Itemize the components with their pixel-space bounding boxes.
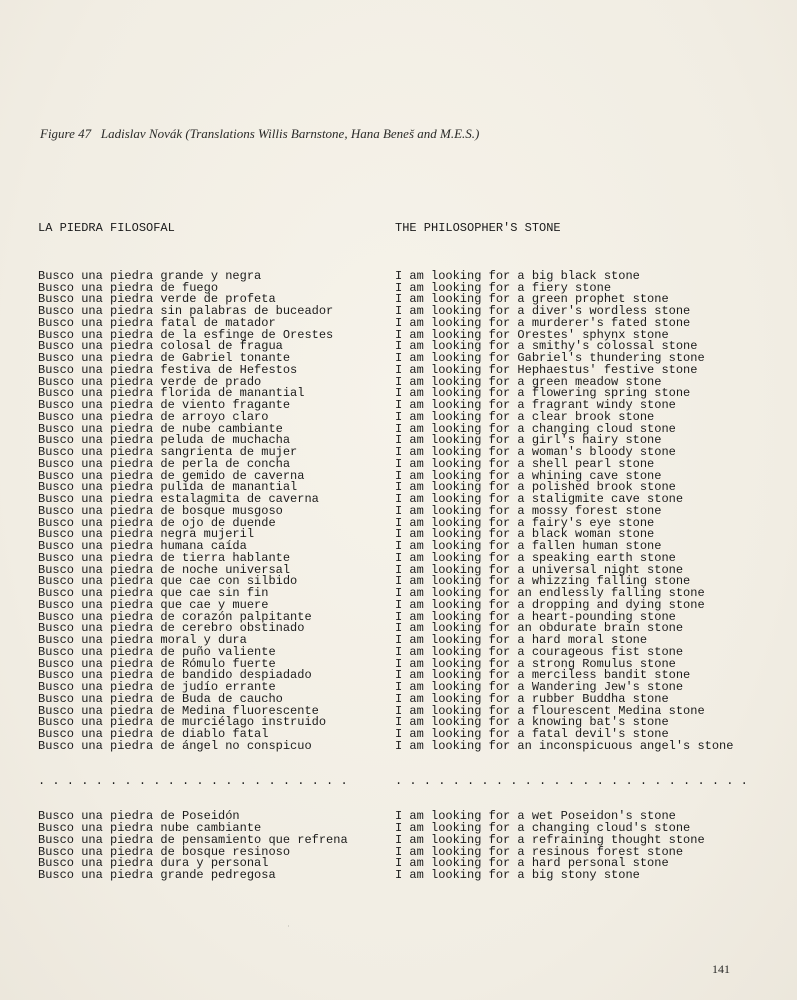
english-poem-line: I am looking for an inconspicuous angel's stone [395, 738, 734, 753]
english-poem-line: I am looking for a whining cave stone [395, 468, 662, 483]
english-poem-line: I am looking for a woman's bloody stone [395, 445, 676, 459]
spanish-poem-line: Busco una piedra de gemido de caverna [38, 468, 305, 483]
spanish-poem-line: Busco una piedra negra mujeril [38, 527, 255, 542]
spanish-poem-line: Busco una piedra de perla de concha [38, 456, 291, 471]
spanish-poem-line: Busco una piedra de tierra hablante [38, 550, 291, 565]
spanish-poem-line: Busco una piedra grande pedregosa [38, 868, 276, 882]
spanish-poem [38, 199, 348, 905]
english-poem-title: THE PHILOSOPHER'S STONE [395, 220, 561, 235]
spanish-poem-line: Busco una piedra de Poseidón [38, 809, 240, 824]
spanish-poem-lines-after [38, 811, 348, 882]
spanish-poem-line: Busco una piedra de murciélago instruido [38, 715, 327, 730]
spanish-poem-line: Busco una piedra que cae con silbido [38, 574, 298, 589]
english-poem-line: I am looking for a staligmite cave stone [395, 492, 684, 506]
english-poem-line: I am looking for Gabriel's thundering stone [395, 351, 705, 365]
spanish-poem-line: Busco una piedra grande y negra [38, 268, 262, 283]
english-poem-line: I am looking for a big stony stone [395, 868, 640, 882]
spanish-poem-line: Busco una piedra que cae sin fin [38, 586, 269, 600]
english-poem-line: I am looking for a black woman stone [395, 527, 655, 542]
english-poem-line: I am looking for a wet Poseidon's stone [395, 809, 676, 824]
spanish-poem-line: Busco una piedra de Rómulo fuerte [38, 656, 276, 671]
english-poem-line: I am looking for a mossy forest stone [395, 503, 662, 518]
english-poem-line: I am looking for a hard moral stone [395, 633, 648, 647]
english-poem [395, 199, 748, 905]
spanish-poem-line: Busco una piedra de Buda de caucho [38, 691, 283, 706]
spanish-poem-line: Busco una piedra colosal de fragua [38, 339, 283, 354]
english-poem-line: I am looking for a polished brook stone [395, 480, 676, 495]
spanish-poem-separator: . . . . . . . . . . . . . . . . . . . . . . [38, 774, 348, 788]
english-poem-line: I am looking for a Wandering Jew's stone [395, 680, 684, 694]
figure-caption [40, 126, 479, 142]
spanish-poem-line: Busco una piedra de ojo de duende [38, 515, 276, 530]
english-poem-line: I am looking for a strong Romulus stone [395, 656, 676, 671]
spanish-poem-line: Busco una piedra festiva de Hefestos [38, 362, 298, 377]
english-poem-line: I am looking for a diver's wordless stone [395, 304, 691, 318]
english-poem-line: I am looking for a hard personal stone [395, 856, 669, 871]
english-poem-line: I am looking for a resinous forest stone [395, 844, 684, 859]
spanish-poem-line: Busco una piedra verde de profeta [38, 292, 276, 307]
english-poem-lines [395, 268, 748, 753]
english-poem-line: I am looking for a clear brook stone [395, 409, 655, 424]
spanish-poem-line: Busco una piedra nube cambiante [38, 821, 262, 835]
english-poem-line: I am looking for a whizzing falling stone [395, 574, 691, 589]
spanish-poem-line: Busco una piedra de bosque musgoso [38, 503, 283, 518]
english-poem-line: I am looking for Hephaestus' festive stone [395, 362, 698, 377]
spanish-poem-line: Busco una piedra humana caída [38, 539, 247, 553]
english-poem-line: I am looking for a murderer's fated stone [395, 315, 691, 330]
spanish-poem-line: Busco una piedra sangrienta de mujer [38, 445, 298, 459]
spanish-poem-line: Busco una piedra de cerebro obstinado [38, 621, 305, 636]
english-poem-line: I am looking for a smithy's colossal stone [395, 339, 698, 354]
paper-blemish: ˙ [286, 925, 291, 936]
spanish-poem-line: Busco una piedra de corazón palpitante [38, 609, 312, 624]
english-poem-line: I am looking for a fatal devil's stone [395, 727, 669, 741]
figure-author: Ladislav Novák [100, 126, 183, 141]
spanish-poem-line: Busco una piedra moral y dura [38, 633, 247, 647]
english-poem-line: I am looking for a flourescent Medina stone [395, 703, 705, 718]
page-number: 141 [712, 962, 730, 976]
spanish-poem-line: Busco una piedra florida de manantial [38, 386, 305, 401]
spanish-poem-line: Busco una piedra pulida de manantial [38, 480, 298, 495]
english-poem-line: I am looking for a changing cloud stone [395, 421, 676, 436]
spanish-poem-line: Busco una piedra de bosque resinoso [38, 844, 291, 859]
english-poem-line: I am looking for a changing cloud's stone [395, 821, 691, 835]
spanish-poem-line: Busco una piedra de nube cambiante [38, 421, 283, 436]
english-poem-line: I am looking for a universal night stone [395, 562, 684, 577]
english-poem-line: I am looking for a fairy's eye stone [395, 515, 655, 530]
english-poem-line: I am looking for an endlessly falling stone [395, 586, 705, 600]
spanish-poem-line: Busco una piedra de diablo fatal [38, 727, 269, 741]
spanish-poem-line: Busco una piedra que cae y muere [38, 597, 269, 612]
english-poem-lines-after [395, 811, 748, 882]
english-poem-line: I am looking for a green meadow stone [395, 374, 662, 389]
english-poem-line: I am looking for a fiery stone [395, 280, 612, 295]
english-poem-line: I am looking for a heart-pounding stone [395, 609, 676, 624]
spanish-poem-line: Busco una piedra de Medina fluorescente [38, 703, 319, 718]
english-poem-line: I am looking for an obdurate brain stone [395, 621, 684, 636]
spanish-poem-line: Busco una piedra verde de prado [38, 374, 262, 389]
spanish-poem-line: Busco una piedra sin palabras de buceador [38, 304, 334, 318]
english-poem-line: I am looking for a speaking earth stone [395, 550, 676, 565]
spanish-poem-line: Busco una piedra de la esfinge de Orestes [38, 327, 334, 342]
spanish-poem-line: Busco una piedra de puño valiente [38, 644, 276, 659]
spanish-poem-line: Busco una piedra peluda de muchacha [38, 433, 291, 448]
english-poem-line: I am looking for a fallen human stone [395, 539, 662, 553]
spanish-poem-line: Busco una piedra de noche universal [38, 562, 291, 577]
spanish-poem-line: Busco una piedra de fuego [38, 280, 219, 295]
english-poem-line: I am looking for a fragrant windy stone [395, 398, 676, 412]
english-poem-line: I am looking for a big black stone [395, 268, 640, 283]
spanish-poem-line: Busco una piedra de pensamiento que refrena [38, 832, 348, 847]
figure-credits: (Translations Willis Barnstone, Hana Beneš and M.E.S.) [185, 126, 480, 141]
english-poem-line: I am looking for a green prophet stone [395, 292, 669, 307]
spanish-poem-title: LA PIEDRA FILOSOFAL [38, 220, 175, 235]
spanish-poem-line: Busco una piedra de bandido despiadado [38, 668, 312, 683]
spanish-poem-line: Busco una piedra estalagmita de caverna [38, 492, 319, 506]
spanish-poem-line: Busco una piedra de arroyo claro [38, 409, 269, 424]
spanish-poem-line: Busco una piedra de viento fragante [38, 398, 291, 412]
spanish-poem-line: Busco una piedra de Gabriel tonante [38, 351, 291, 365]
english-poem-line: I am looking for a shell pearl stone [395, 456, 655, 471]
english-poem-line: I am looking for a knowing bat's stone [395, 715, 669, 730]
english-poem-line: I am looking for a courageous fist stone [395, 644, 684, 659]
english-poem-line: I am looking for a merciless bandit stone [395, 668, 691, 683]
english-poem-line: I am looking for a rubber Buddha stone [395, 691, 669, 706]
spanish-poem-line: Busco una piedra de ángel no conspicuo [38, 738, 312, 753]
english-poem-line: I am looking for a refraining thought stone [395, 832, 705, 847]
english-poem-separator: . . . . . . . . . . . . . . . . . . . . . . . . . [395, 774, 748, 788]
english-poem-line: I am looking for a dropping and dying stone [395, 597, 705, 612]
figure-label: Figure 47 [40, 126, 92, 141]
spanish-poem-line: Busco una piedra dura y personal [38, 856, 269, 871]
english-poem-line: I am looking for Orestes' sphynx stone [395, 327, 669, 342]
spanish-poem-line: Busco una piedra de judío errante [38, 680, 276, 694]
english-poem-line: I am looking for a flowering spring stone [395, 386, 691, 401]
spanish-poem-lines [38, 268, 348, 753]
english-poem-line: I am looking for a girl's hairy stone [395, 433, 662, 448]
spanish-poem-line: Busco una piedra fatal de matador [38, 315, 276, 330]
